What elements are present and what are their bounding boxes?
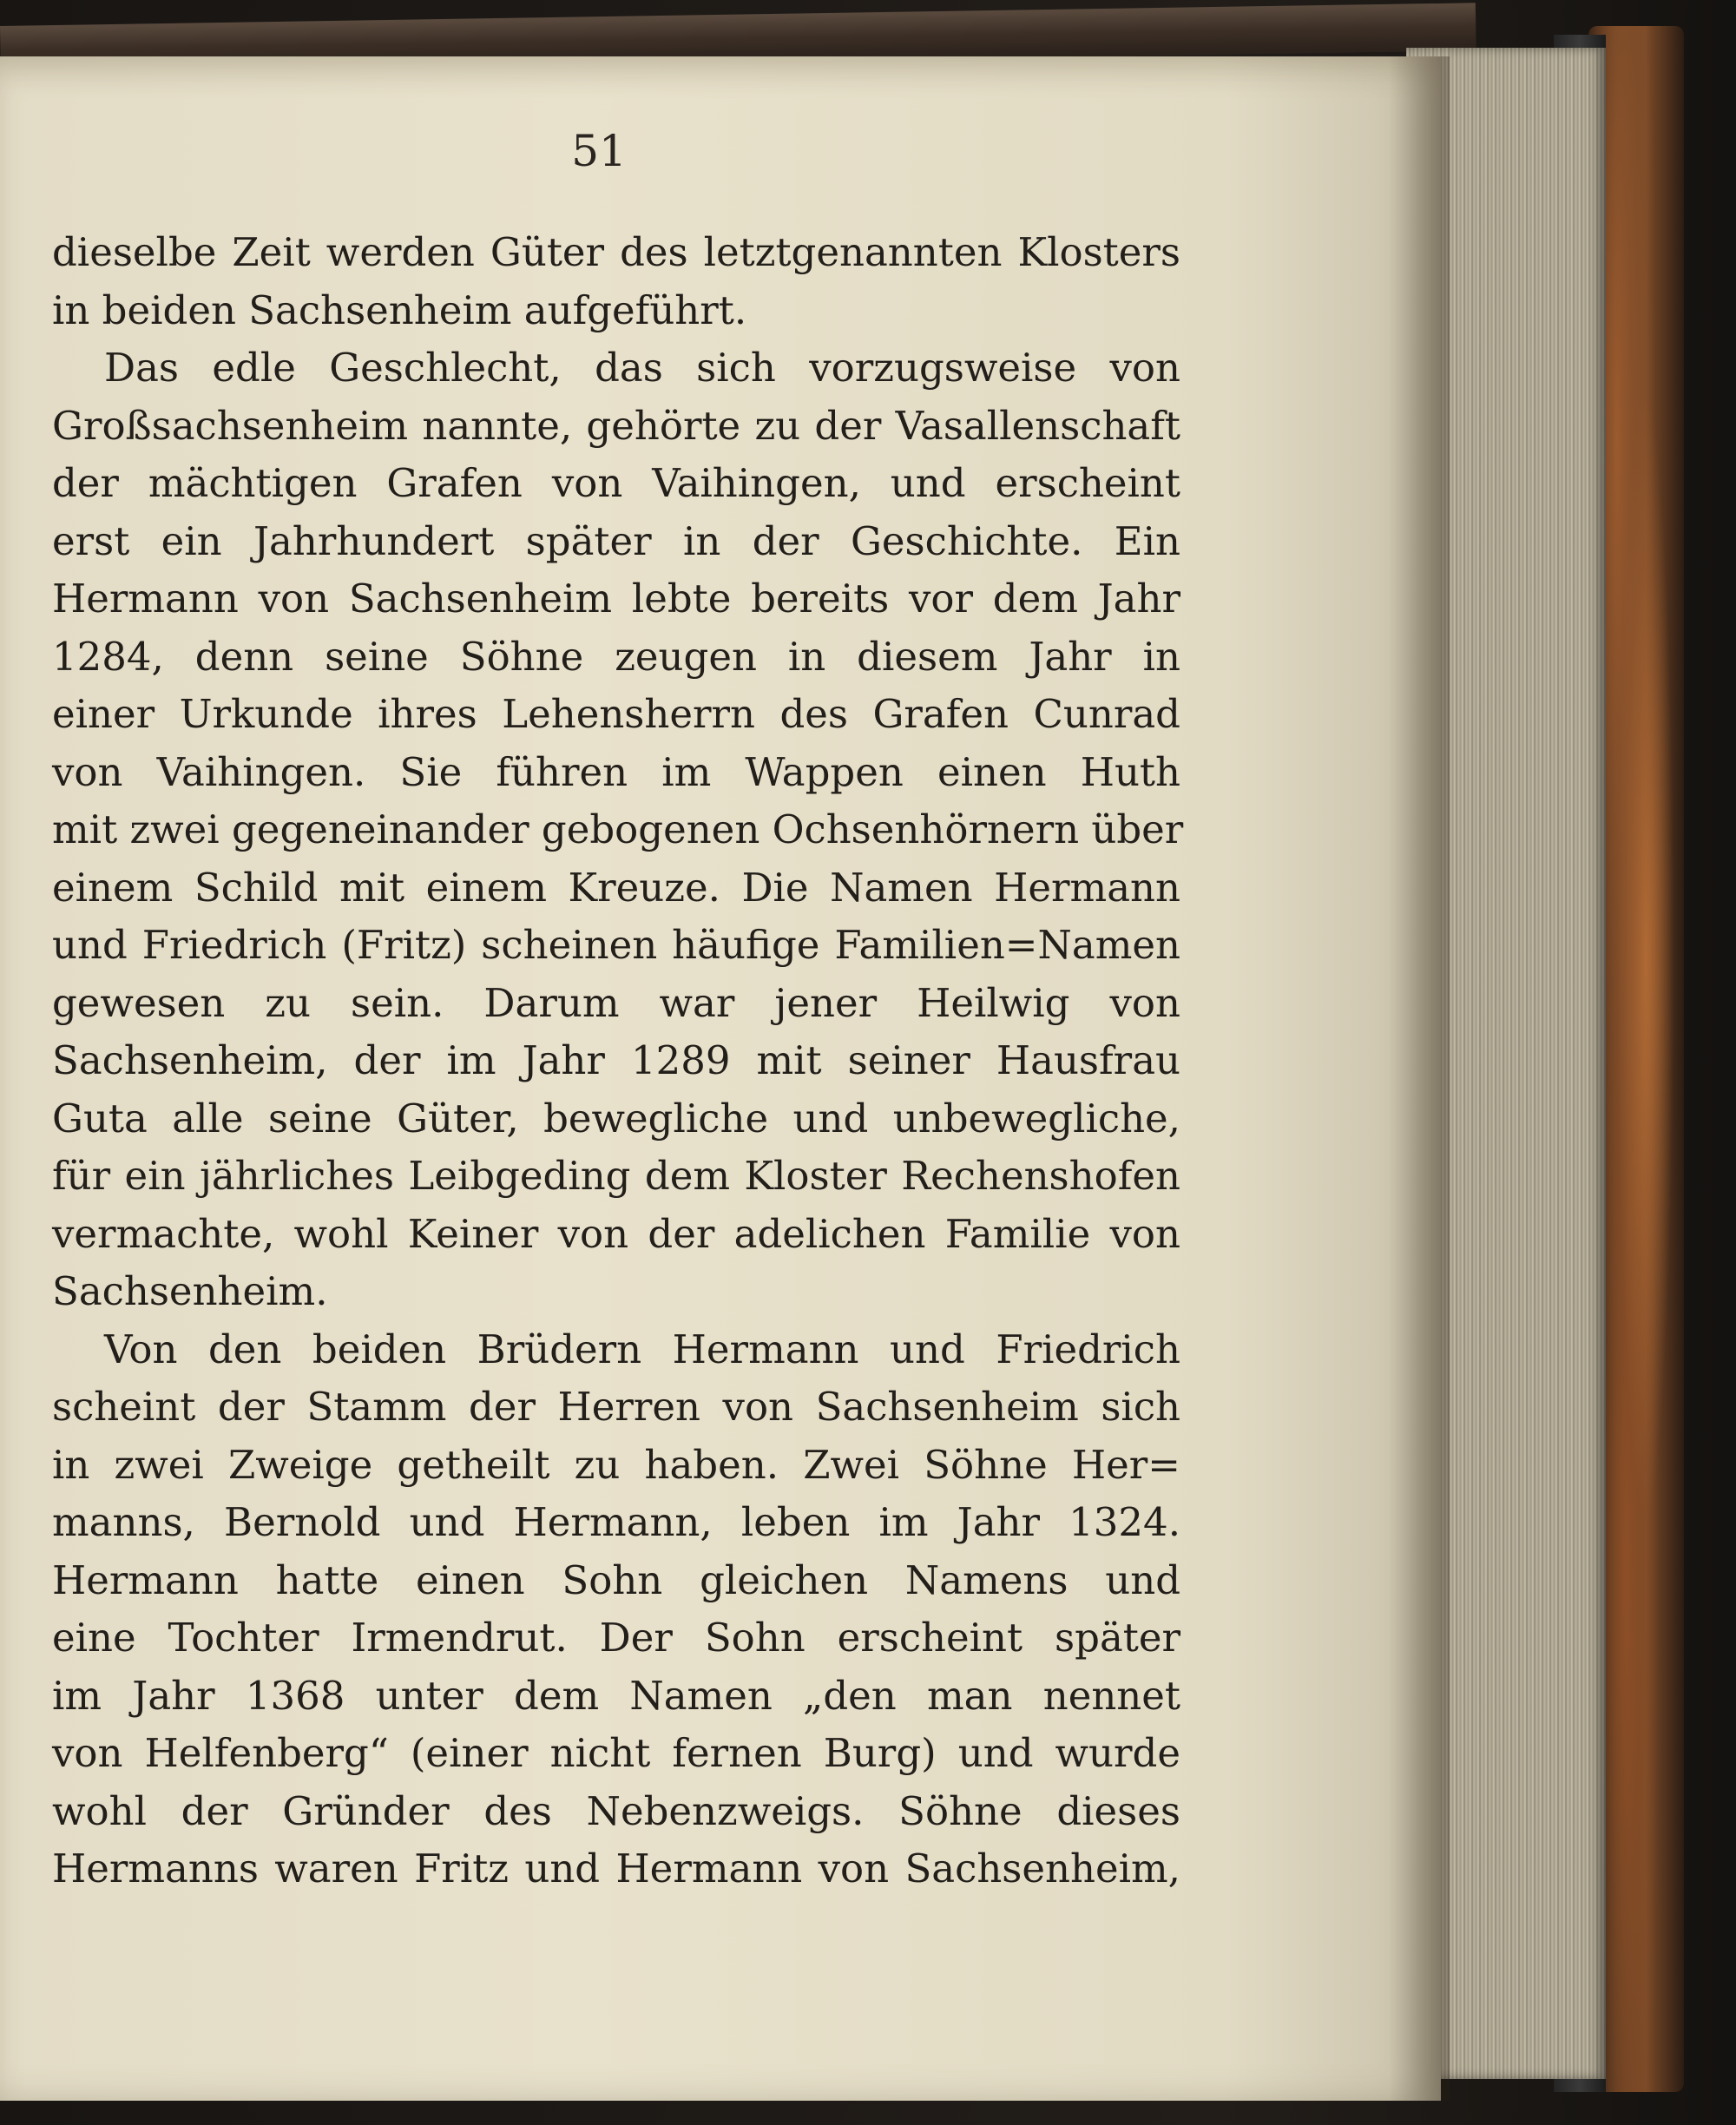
text-line: Sachsenheim. — [52, 1268, 328, 1314]
page-text — [52, 224, 1184, 1898]
text-line: Großsachsenheim nannte, gehörte zu der Vasallenschaft — [52, 402, 1180, 449]
text-line: in beiden Sachsenheim aufgeführt. — [52, 286, 747, 333]
text-line: Sachsenheim, der im Jahr 1289 mit seiner Hausfrau — [52, 1037, 1180, 1083]
text-line: Hermanns waren Fritz und Hermann von Sachsenheim, — [52, 1845, 1180, 1891]
text-line: erst ein Jahrhundert später in der Geschichte. Ein — [52, 517, 1180, 564]
text-line: manns, Bernold und Hermann, leben im Jahr 1324. — [52, 1499, 1180, 1545]
text-line: Von den beiden Brüdern Hermann und Friedrich — [104, 1326, 1180, 1372]
text-line: einer Urkunde ihres Lehensherrn des Grafen Cunrad — [52, 691, 1180, 737]
text-line: einem Schild mit einem Kreuze. Die Namen Hermann — [52, 864, 1180, 911]
text-line: gewesen zu sein. Darum war jener Heilwig von — [52, 979, 1180, 1026]
text-line: dieselbe Zeit werden Güter des letztgenannten Klosters — [52, 229, 1180, 275]
text-line: eine Tochter Irmendrut. Der Sohn erscheint später — [52, 1615, 1180, 1661]
text-line: für ein jährliches Leibgeding dem Kloster Rechenshofen — [52, 1153, 1180, 1199]
text-line: 1284, denn seine Söhne zeugen in diesem Jahr in — [52, 633, 1180, 680]
text-line: von Helfenberg“ (einer nicht fernen Burg) und wurde — [52, 1730, 1180, 1776]
text-line: Hermann von Sachsenheim lebte bereits vor dem Jahr — [52, 576, 1180, 622]
text-line: und Friedrich (Fritz) scheinen häufige Familien=Namen — [52, 922, 1180, 968]
text-line: mit zwei gegeneinander gebogenen Ochsenhörnern über — [52, 806, 1184, 852]
text-line: im Jahr 1368 unter dem Namen „den man nennet — [52, 1672, 1180, 1719]
text-line: Hermann hatte einen Sohn gleichen Namens und — [52, 1556, 1180, 1603]
page-gutter-shadow — [1389, 56, 1450, 2101]
text-line: Das edle Geschlecht, das sich vorzugsweise von — [104, 345, 1180, 391]
text-line: wohl der Gründer des Nebenzweigs. Söhne dieses — [52, 1787, 1180, 1834]
text-line: von Vaihingen. Sie führen im Wappen einen Huth — [52, 748, 1180, 795]
text-line: in zwei Zweige getheilt zu haben. Zwei Söhne Her= — [52, 1441, 1180, 1488]
text-line: scheint der Stamm der Herren von Sachsenheim sich — [52, 1384, 1180, 1430]
text-line: der mächtigen Grafen von Vaihingen, und erscheint — [52, 460, 1180, 506]
page-number: 51 — [571, 126, 627, 176]
text-line: vermachte, wohl Keiner von der adelichen Familie von — [52, 1210, 1180, 1257]
text-line: Guta alle seine Güter, bewegliche und unbewegliche, — [52, 1095, 1180, 1141]
